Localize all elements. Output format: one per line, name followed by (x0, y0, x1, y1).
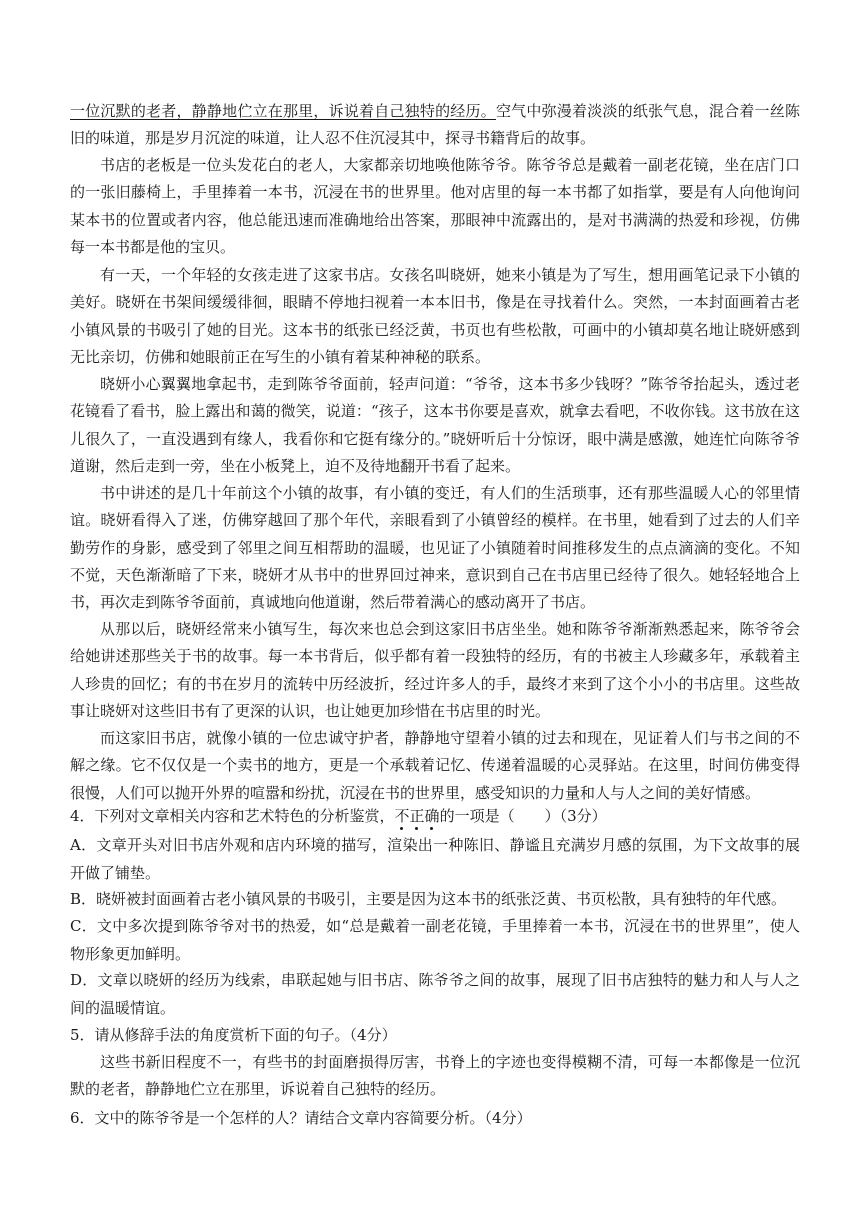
question-6-stem: 6．文中的陈爷爷是一个怎样的人？请结合文章内容简要分析。（4分） (70, 1109, 532, 1127)
passage-text: 空气中弥漫着淡淡的纸张气息，混合着一丝陈旧的味道，那是岁月沉淀的味道，让人忍不住沉浸其中，探寻书籍背后的故事。 (70, 102, 800, 148)
passage-paragraph-0 (70, 98, 800, 153)
question-4-emphasis: 不正确 (394, 807, 440, 825)
question-4-suffix: 的一项是（ ）（3分） (439, 807, 607, 825)
option-a: A．文章开头对旧书店外观和店内环境的描写，渲染出一种陈旧、静谧且充满岁月感的氛围，为下文故事的展开做了铺垫。 (70, 836, 800, 882)
option-c: C．文中多次提到陈爷爷对书的热爱，如“总是戴着一副老花镜，手里捧着一本书，沉浸在书的世界里”，使人物形象更加鲜明。 (70, 917, 800, 963)
question-4-prefix: 4．下列对文章相关内容和艺术特色的分析鉴赏， (70, 807, 395, 825)
passage-paragraph-1: 书店的老板是一位头发花白的老人，大家都亲切地唤他陈爷爷。陈爷爷总是戴着一副老花镜，坐在店门口的一张旧藤椅上，手里捧着一本书，沉浸在书的世界里。他对店里的每一本书都了如指掌，要是有人向他询问某本书的位置或者内容，他总能迅速而准确地给出答案，那眼神中流露出的，是对书满满的热爱和珍视，仿佛每一本书都是他的宝贝。 (70, 156, 800, 256)
underlined-sentence: 一位沉默的老者，静静地伫立在那里，诉说着自己独特的经历。 (70, 102, 496, 120)
passage-paragraph-3: 晓妍小心翼翼地拿起书，走到陈爷爷面前，轻声问道：“爷爷，这本书多少钱呀？”陈爷爷抬起头，透过老花镜看了看书，脸上露出和蔼的微笑，说道：“孩子，这本书你要是喜欢，就拿去看吧，不收你钱。这书放在这儿很久了，一直没遇到有缘人，我看你和它挺有缘分的。”晓妍听后十分惊讶，眼中满是感激，她连忙向陈爷爷道谢，然后走到一旁，坐在小板凳上，迫不及待地翻开书看了起来。 (70, 375, 800, 475)
passage-paragraph-5: 从那以后，晓妍经常来小镇写生，每次来也总会到这家旧书店坐坐。她和陈爷爷渐渐熟悉起来，陈爷爷会给她讲述那些关于书的故事。每一本书背后，似乎都有着一段独特的经历，有的书被主人珍藏多年，承载着主人珍贵的回忆；有的书在岁月的流转中历经波折，经过许多人的手，最终才来到了这个小小的书店里。这些故事让晓妍对这些旧书有了更深的认识，也让她更加珍惜在书店里的时光。 (70, 620, 800, 720)
emphasis-dots (395, 807, 440, 825)
question-5-quote: 这些书新旧程度不一，有些书的封面磨损得厉害，书脊上的字迹也变得模糊不清，可每一本都像是一位沉默的老者，静静地伫立在那里，诉说着自己独特的经历。 (70, 1053, 800, 1099)
passage-paragraph-2: 有一天，一个年轻的女孩走进了这家书店。女孩名叫晓妍，她来小镇是为了写生，想用画笔记录下小镇的美好。晓妍在书架间缓缓徘徊，眼睛不停地扫视着一本本旧书，像是在寻找着什么。突然，一本封面画着古老小镇风景的书吸引了她的目光。这本书的纸张已经泛黄，书页也有些松散，可画中的小镇却莫名地让晓妍感到无比亲切，仿佛和她眼前正在写生的小镇有着某种神秘的联系。 (70, 266, 800, 366)
option-b: B．晓妍被封面画着古老小镇风景的书吸引，主要是因为这本书的纸张泛黄、书页松散，具有独特的年代感。 (70, 890, 787, 908)
option-d: D．文章以晓妍的经历为线索，串联起她与旧书店、陈爷爷之间的故事，展现了旧书店独特的魅力和人与人之间的温暖情谊。 (70, 971, 800, 1017)
question-5-stem: 5．请从修辞手法的角度赏析下面的句子。（4分） (70, 1026, 397, 1044)
passage-paragraph-4: 书中讲述的是几十年前这个小镇的故事，有小镇的变迁，有人们的生活琐事，还有那些温暖人心的邻里情谊。晓妍看得入了迷，仿佛穿越回了那个年代，亲眼看到了小镇曾经的模样。在书里，她看到了过去的人们辛勤劳作的身影，感受到了邻里之间互相帮助的温暖，也见证了小镇随着时间推移发生的点点滴滴的变化。不知不觉，天色渐渐暗了下来，晓妍才从书中的世界回过神来，意识到自己在书店里已经待了很久。她轻轻地合上书，再次走到陈爷爷面前，真诚地向他道谢，然后带着满心的感动离开了书店。 (70, 484, 800, 612)
passage-paragraph-6: 而这家旧书店，就像小镇的一位忠诚守护者，静静地守望着小镇的过去和现在，见证着人们与书之间的不解之缘。它不仅仅是一个卖书的地方，更是一个承载着记忆、传递着温暖的心灵驿站。在这里，时间仿佛变得很慢，人们可以抛开外界的喧嚣和纷扰，沉浸在书的世界里，感受知识的力量和人与人之间的美好情感。 (70, 729, 800, 802)
question-4-stem (70, 803, 800, 830)
